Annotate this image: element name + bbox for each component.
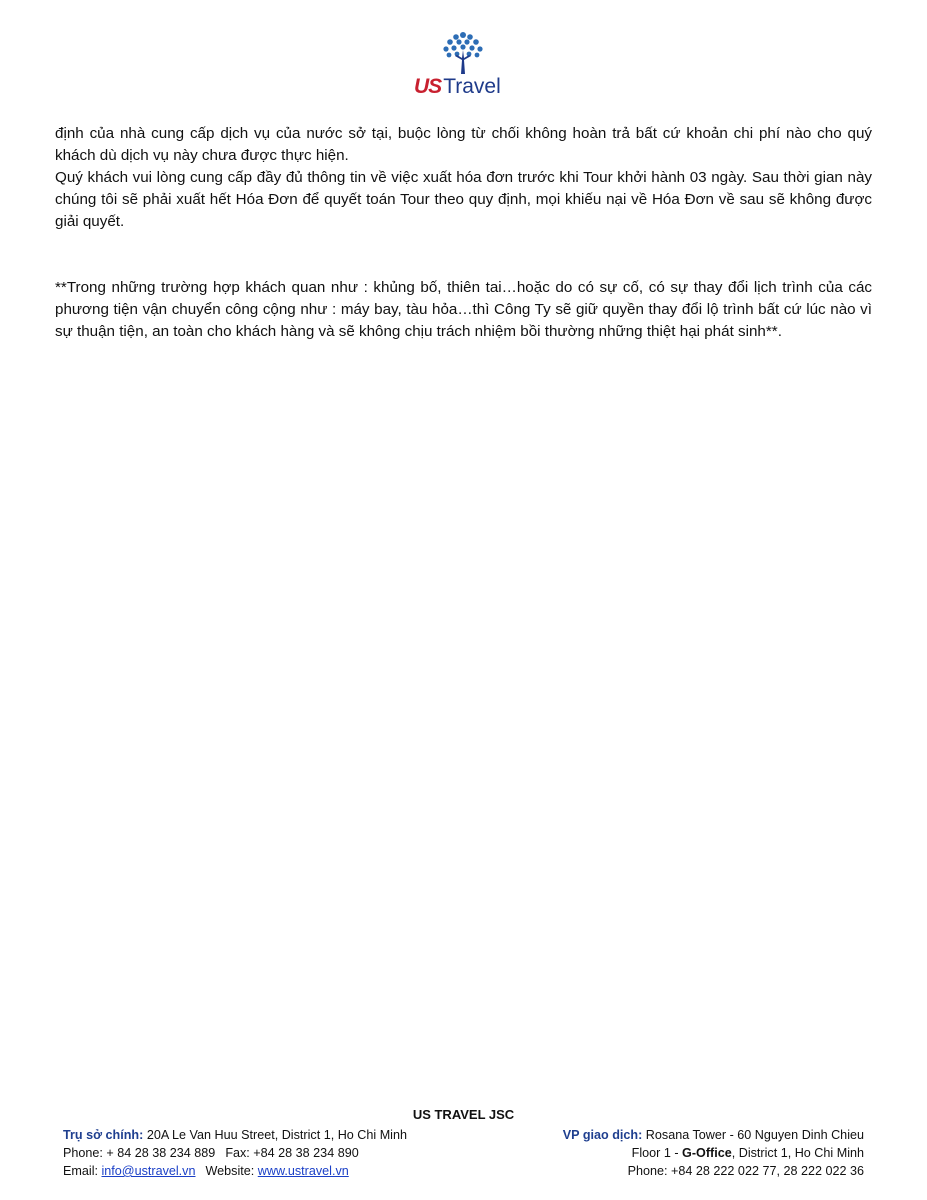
email-label: Email: <box>63 1164 102 1178</box>
website-link[interactable]: www.ustravel.vn <box>257 1164 349 1178</box>
footer-office-line <box>464 1126 864 1144</box>
document-body <box>55 123 872 343</box>
floor-suffix: , District 1, Ho Chi Minh <box>731 1146 864 1160</box>
paragraph-refund: định của nhà cung cấp dịch vụ của nước sở tại, buộc lòng từ chối không hoàn trả bất cứ khoản chi phí nào cho quý khách dù dịch vụ này chưa được thực hiện. <box>55 125 872 164</box>
office-label: VP giao dịch: <box>562 1128 643 1142</box>
footer-phone-fax-line <box>63 1144 493 1162</box>
logo-wordmark <box>414 74 514 100</box>
footer-office-phone-line: Phone: +84 28 222 022 77, 28 222 022 36 <box>627 1164 864 1178</box>
floor-prefix: Floor 1 - <box>631 1146 683 1160</box>
tree-logo-icon <box>441 30 485 74</box>
logo-travel-text: Travel <box>443 75 501 98</box>
footer-contact-line <box>63 1162 493 1180</box>
paragraph-invoice: Quý khách vui lòng cung cấp đầy đủ thông tin về việc xuất hóa đơn trước khi Tour khởi hành 03 ngày. Sau thời gian này chúng tôi sẽ phải xuất hết Hóa Đơn để quyết toán Tour theo quy định, mọi khiếu nại về Hóa Đơn về sau sẽ không được giải quyết. <box>55 169 872 230</box>
website-label: Website: <box>205 1164 258 1178</box>
footer-floor-line <box>464 1144 864 1162</box>
floor-bold: G-Office <box>682 1146 732 1160</box>
email-link[interactable]: info@ustravel.vn <box>101 1164 196 1178</box>
footer-hq-line <box>63 1126 493 1144</box>
spacer <box>55 233 872 277</box>
footer-office <box>464 1126 864 1180</box>
footer-headquarters <box>63 1126 493 1180</box>
office-address: Rosana Tower - 60 Nguyen Dinh Chieu <box>642 1128 864 1142</box>
us-travel-logo <box>414 30 514 100</box>
paragraph-force-majeure: **Trong những trường hợp khách quan như : khủng bố, thiên tai…hoặc do có sự cố, có sự thay đổi lịch trình của các phương tiện vận chuyển công cộng như : máy bay, tàu hỏa…thì Công Ty sẽ giữ quyền thay đổi lộ trình bất cứ lúc nào vì sự thuận tiện, an toàn cho khách hàng và sẽ không chịu trách nhiệm bồi thường những thiệt hại phát sinh**. <box>55 279 872 340</box>
footer-company-name: US TRAVEL JSC <box>412 1107 515 1122</box>
hq-fax: Fax: +84 28 38 234 890 <box>225 1146 359 1160</box>
hq-phone: Phone: + 84 28 38 234 889 <box>63 1146 216 1160</box>
hq-label: Trụ sở chính: <box>63 1128 144 1142</box>
hq-address: 20A Le Van Huu Street, District 1, Ho Chi Minh <box>143 1128 407 1142</box>
logo-us-text: US <box>414 75 442 98</box>
